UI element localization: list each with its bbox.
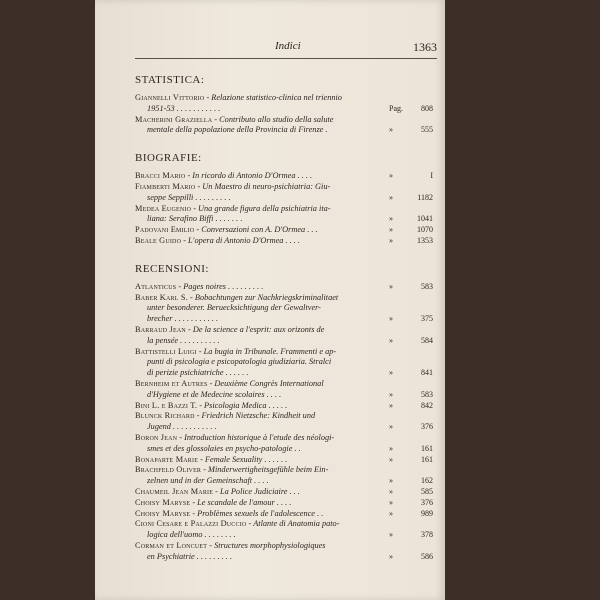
entry-page-number: 1182 [417, 192, 433, 202]
entry-page-number: 161 [421, 443, 433, 453]
ditto-mark: » [389, 422, 393, 432]
entry-line [135, 411, 385, 422]
work-title: - De la science a l'esprit: aux orizonts de [187, 324, 325, 334]
work-title: - Minderwertigheitsgefühle beim Ein- [203, 465, 329, 475]
entry-line [135, 552, 385, 563]
book-page [95, 0, 445, 600]
entry-line [135, 347, 385, 358]
index-entry [135, 519, 437, 541]
index-entry [135, 433, 437, 455]
entry-line [135, 182, 385, 193]
author-name: Barraud Jean [135, 324, 186, 334]
entry-line [135, 422, 385, 433]
ditto-mark: » [389, 508, 393, 518]
entry-line [135, 171, 385, 182]
work-title: - Conversazioni con A. D'Ormea . . . [196, 225, 318, 235]
index-entry [135, 93, 437, 115]
page-reference [389, 236, 433, 247]
author-name: Choisy Maryse [135, 497, 191, 507]
page-reference [389, 498, 433, 509]
work-title: - Le scandale de l'amour . . . . [192, 497, 292, 507]
page-reference [389, 476, 433, 487]
index-entry [135, 325, 437, 347]
entry-line [135, 225, 385, 236]
entry-page-number: 989 [421, 508, 433, 518]
ditto-mark: » [389, 368, 393, 378]
entry-page-number: 375 [421, 314, 433, 324]
entry-line [135, 293, 385, 304]
entry-line [135, 204, 385, 215]
work-title: - Un Maestro di neuro-psichiatria: Giu- [197, 181, 331, 191]
work-title: mentale della popolazione della Provincia di Firenze . [147, 125, 328, 135]
work-title: - L'opera di Antonio D'Ormea . . . . [183, 235, 301, 245]
ditto-mark: » [389, 551, 393, 561]
ditto-mark: » [389, 314, 393, 324]
work-title: - Problèmes sexuels de l'adolescence . . [192, 508, 324, 518]
author-name: Macherini Graziella [135, 114, 213, 124]
work-title: punti di psicologia e psicopatologia giudiziaria. Stralci [147, 357, 332, 367]
page-reference [389, 422, 433, 433]
author-name: Cioni Cesare e Palazzi Duccio [135, 519, 247, 529]
entry-line [135, 368, 385, 379]
author-name: Baber Karl S. [135, 292, 188, 302]
page-reference [389, 214, 433, 225]
index-entry [135, 379, 437, 401]
author-name: Choisy Maryse [135, 508, 191, 518]
work-title: liana: Serafino Biffi . . . . . . . [147, 214, 243, 224]
page-reference [389, 552, 433, 563]
entry-page-number: 583 [421, 281, 433, 291]
author-name: Padovani Emilio [135, 225, 195, 235]
page-reference [389, 487, 433, 498]
entry-page-number: 376 [421, 422, 433, 432]
ditto-mark: » [389, 335, 393, 345]
entry-line [135, 476, 385, 487]
work-title: - Introduction historique à l'etude des néologi- [179, 432, 335, 442]
section-gap [135, 247, 437, 257]
index-entry [135, 115, 437, 137]
section-title: STATISTICA: [135, 74, 205, 86]
work-title: - Una grande figura della psichiatria ita- [193, 203, 331, 213]
page-reference [389, 390, 433, 401]
ditto-mark: » [389, 454, 393, 464]
page-reference [389, 225, 433, 236]
section-gap [135, 562, 437, 572]
entry-line [135, 236, 385, 247]
entry-line [135, 303, 385, 314]
work-title: seppe Seppilli . . . . . . . . . [147, 192, 231, 202]
work-title: - La Police Judiciaire . . . [215, 486, 300, 496]
running-title: Indici [275, 40, 301, 52]
author-name: Corman et Loncuet [135, 540, 208, 550]
author-name: Brachfeld Oliver [135, 465, 202, 475]
entry-line [135, 390, 385, 401]
index-entry [135, 487, 437, 498]
work-title: - Friedrich Nietzsche: Kindheit und [196, 411, 316, 421]
page-number: 1363 [413, 40, 437, 54]
entry-line [135, 214, 385, 225]
entry-page-number: 585 [421, 486, 433, 496]
entry-line [135, 498, 385, 509]
entry-line [135, 401, 385, 412]
index-entry [135, 282, 437, 293]
author-name: Bonaparte Marie [135, 454, 199, 464]
ditto-mark: » [389, 400, 393, 410]
index-entry [135, 293, 437, 325]
author-name: Bracci Mario [135, 171, 186, 181]
work-title: - Atlante di Anatomia pato- [248, 519, 340, 529]
work-title: di perizie psichiatriche . . . . . . [147, 368, 249, 378]
author-name: Giannelli Vittorio [135, 93, 205, 102]
page-reference [389, 314, 433, 325]
entry-line [135, 93, 385, 104]
ditto-mark: » [389, 192, 393, 202]
index-entry [135, 411, 437, 433]
entry-page-number: 161 [421, 454, 433, 464]
entry-line [135, 455, 385, 466]
index-entry [135, 236, 437, 247]
ditto-mark: » [389, 281, 393, 291]
section-gap [135, 136, 437, 146]
index-entry [135, 225, 437, 236]
work-title: logica dell'uomo . . . . . . . . [147, 530, 236, 540]
author-name: Boron Jean [135, 432, 178, 442]
work-title: en Psychiatrie . . . . . . . . . [147, 551, 233, 561]
work-title: - In ricordo di Antonio D'Ormea . . . . [187, 171, 313, 181]
entry-line [135, 125, 385, 136]
entry-line [135, 487, 385, 498]
entry-line [135, 104, 385, 115]
entry-line [135, 282, 385, 293]
work-title: unter besonderer. Beruecksichtigung der Gewaltver- [147, 303, 321, 313]
entry-line [135, 325, 385, 336]
author-name: Beale Guido [135, 235, 182, 245]
page-reference [389, 193, 433, 204]
work-title: - Psicologia Medica . . . . . [199, 400, 288, 410]
page-reference [389, 336, 433, 347]
page-reference [389, 530, 433, 541]
page-reference [389, 125, 433, 136]
page-reference [389, 444, 433, 455]
entry-page-number: 376 [421, 497, 433, 507]
entry-page-number: 162 [421, 476, 433, 486]
work-title: smes et des glossolaies en psycho-patologie . . [147, 443, 301, 453]
entry-line [135, 444, 385, 455]
author-name: Fiamberti Mario [135, 181, 196, 191]
entry-page-number: 841 [421, 368, 433, 378]
ditto-mark: » [389, 214, 393, 224]
work-title: 1951-53 . . . . . . . . . . . [147, 103, 221, 113]
work-title: brecher . . . . . . . . . . . [147, 314, 219, 324]
work-title: - Pages noires . . . . . . . . . [178, 281, 264, 291]
author-name: Bini L. e Bazzi T. [135, 400, 198, 410]
ditto-mark: » [389, 530, 393, 540]
work-title: d'Hygiene et de Medecine scolaires . . . . [147, 389, 282, 399]
index-entry [135, 401, 437, 412]
author-name: Battistelli Luigi [135, 346, 197, 356]
work-title: - Bobachtungen zur Nachkriegskriminalitaet [190, 292, 339, 302]
page-reference [389, 171, 433, 182]
entry-line [135, 465, 385, 476]
entry-line [135, 193, 385, 204]
entry-line [135, 433, 385, 444]
index-content [135, 68, 437, 572]
index-entry [135, 455, 437, 466]
page-reference [389, 509, 433, 520]
page-reference [389, 401, 433, 412]
section-title: RECENSIONI: [135, 262, 209, 275]
entry-line [135, 314, 385, 325]
entry-page-number: 583 [421, 389, 433, 399]
author-name: Bernheim et Autres [135, 378, 208, 388]
entry-line [135, 357, 385, 368]
entry-page-number: 1353 [417, 235, 433, 245]
entry-page-number: 378 [421, 530, 433, 540]
work-title: - La bugia in Tribunale. Frammenti e ap- [198, 346, 337, 356]
page-reference [389, 282, 433, 293]
ditto-mark: » [389, 497, 393, 507]
author-name: Blunck Richard [135, 411, 195, 421]
work-title: - Structures morphophysiologiques [209, 540, 326, 550]
work-title: - Deuxième Congrès International [209, 378, 324, 388]
page-reference [389, 104, 433, 115]
index-entry [135, 182, 437, 204]
author-name: Medea Eugenio [135, 203, 192, 213]
author-name: Atlanticus [135, 281, 177, 291]
entry-line [135, 519, 385, 530]
index-entry [135, 465, 437, 487]
entry-page-number: 584 [421, 335, 433, 345]
ditto-mark: » [389, 125, 393, 135]
entry-line [135, 379, 385, 390]
work-title: - Female Sexuality . . . . . . [200, 454, 288, 464]
ditto-mark: » [389, 443, 393, 453]
section-title: BIOGRAFIE: [135, 152, 202, 165]
entry-page-number: 586 [421, 551, 433, 561]
ditto-mark: » [389, 235, 393, 245]
entry-page-number: I [430, 171, 433, 181]
entry-page-number: 1041 [417, 214, 433, 224]
entry-page-number: 1070 [417, 225, 433, 235]
author-name: Chaumeil Jean Marie [135, 486, 214, 496]
entry-page-number: 555 [421, 125, 433, 135]
ditto-mark: » [389, 476, 393, 486]
page-reference [389, 455, 433, 466]
index-entry [135, 347, 437, 379]
index-entry [135, 171, 437, 182]
entry-line [135, 541, 385, 552]
work-title: Jugend . . . . . . . . . . . [147, 422, 217, 432]
ditto-mark: » [389, 389, 393, 399]
entry-page-number: 842 [421, 400, 433, 410]
work-title: la pensée . . . . . . . . . . [147, 335, 220, 345]
index-entry [135, 541, 437, 563]
ditto-mark: » [389, 486, 393, 496]
ditto-mark: Pag. [389, 103, 403, 113]
work-title: - Relazione statistico-clinica nel triennio [206, 93, 342, 102]
page-header [135, 40, 437, 62]
index-entry [135, 498, 437, 509]
entry-line [135, 530, 385, 541]
ditto-mark: » [389, 225, 393, 235]
header-rule [135, 58, 437, 59]
work-title: zelnen und in der Gemeinschaft . . . . [147, 476, 269, 486]
index-entry [135, 204, 437, 226]
work-title: - Contributo allo studio della salute [214, 114, 334, 124]
entry-line [135, 336, 385, 347]
entry-line [135, 115, 385, 126]
ditto-mark: » [389, 171, 393, 181]
index-entry [135, 509, 437, 520]
entry-page-number: 808 [421, 103, 433, 113]
page-reference [389, 368, 433, 379]
entry-line [135, 509, 385, 520]
